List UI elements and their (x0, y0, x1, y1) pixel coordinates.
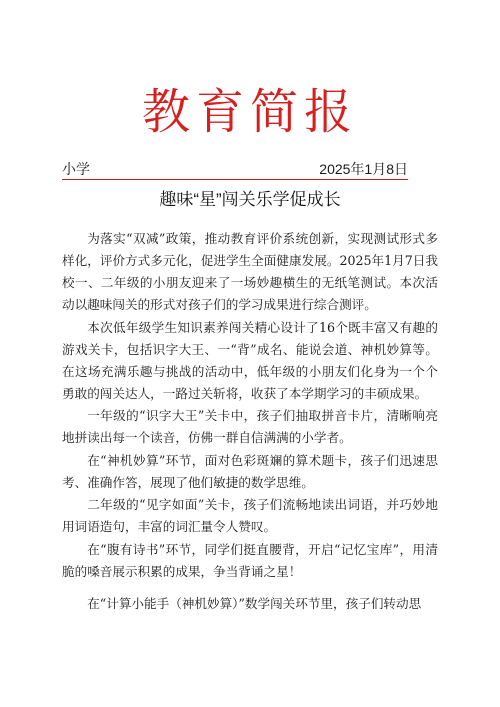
newsletter-masthead-title: 教育简报 (141, 84, 358, 140)
article-paragraph: 在“神机妙算”环节，面对色彩斑斓的算术题卡，孩子们迅速思考、准确作答，展现了他们敏捷的数学思维。 (62, 452, 438, 490)
issue-date: 2025年1月8日 (319, 161, 408, 177)
article-paragraph: 在“腹有诗书”环节，同学们挺直腰背，开启“记忆宝库”，用清脆的嗓音展示积累的成果，争当背诵之星！ (62, 541, 438, 579)
article-paragraph: 在“计算小能手（神机妙算）”数学闯关环节里，孩子们转动思 (87, 595, 422, 611)
article-paragraph: 一年级的“识字大王”关卡中，孩子们抽取拼音卡片，清晰响亮地拼读出每一个读音，仿佛一群自信满满的小学者。 (62, 408, 438, 445)
dateline-bar (62, 159, 408, 180)
article-body (62, 228, 438, 615)
school-name: 小学 (62, 161, 90, 177)
article-paragraph: 二年级的“见字如面”关卡，孩子们流畅地读出词语，并巧妙地用词语造句，丰富的词汇量令人赞叹。 (62, 497, 438, 534)
article-headline: 趣味“星”闯关乐学促成长 (159, 190, 341, 209)
article-paragraph: 为落实“双减”政策，推动教育评价系统创新，实现测试形式多样化，评价方式多元化，促进学生全面健康发展。2025年1月7日我校一、二年级的小朋友迎来了一场妙趣横生的无纸笔测试。本次活动以趣味闯关的形式对孩子们的学习成果进行综合测评。 (62, 231, 438, 312)
article-paragraph: 本次低年级学生知识素养闯关精心设计了16个既丰富又有趣的游戏关卡，包括识字大王、一“背”成名、能说会道、神机妙算等。在这场充满乐趣与挑战的活动中，低年级的小朋友们化身为一个个勇敢的闯关达人，一路过关斩将，收获了本学期学习的丰硕成果。 (62, 319, 438, 401)
